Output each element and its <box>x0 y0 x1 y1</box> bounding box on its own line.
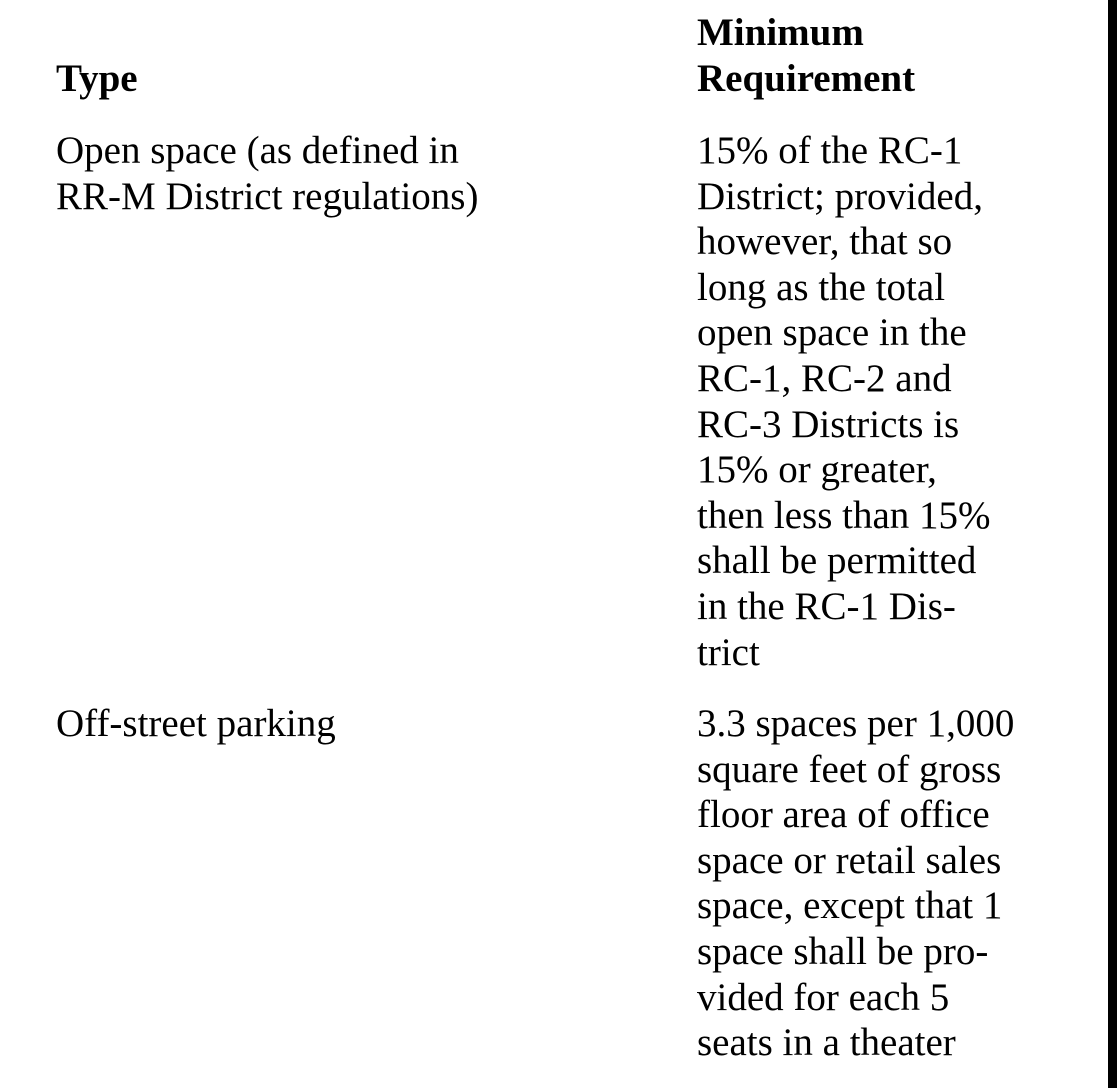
type-text-line: Open space (as defined in <box>56 129 459 172</box>
requirement-text-line: 15% of the RC-1 <box>697 129 963 172</box>
requirement-text-line: 15% or greater, <box>697 448 937 492</box>
requirement-text-line: square feet of gross <box>697 747 1002 791</box>
requirement-text-line: space, except that 1 <box>697 884 1003 928</box>
requirement-text-line: District; provided, <box>697 174 983 218</box>
type-text-line: Off-street parking <box>56 702 336 745</box>
row-off-street-parking-requirement <box>697 701 1014 1066</box>
requirement-text-line: in the RC-1 Dis- <box>697 584 956 628</box>
row-open-space-requirement <box>697 128 991 675</box>
header-requirement-line: Minimum <box>697 11 864 54</box>
requirement-text-line: however, that so <box>697 220 953 264</box>
type-text-line: RR-M District regulations) <box>56 174 479 218</box>
requirement-text-line: vided for each 5 <box>697 975 950 1019</box>
requirement-text-line: seats in a theater <box>697 1021 956 1065</box>
header-requirement-line: Requirement <box>697 56 916 100</box>
requirement-text-line: space or retail sales <box>697 838 1002 882</box>
requirement-text-line: 3.3 spaces per 1,000 <box>697 702 1015 745</box>
header-minimum-requirement <box>697 10 915 101</box>
row-open-space-type <box>56 128 478 219</box>
requirement-text-line: shall be permitted <box>697 539 977 583</box>
requirement-text-line: floor area of office <box>697 793 990 837</box>
requirement-text-line: open space in the <box>697 311 967 355</box>
row-off-street-parking-type <box>56 701 336 747</box>
requirement-text-line: then less than 15% <box>697 493 991 537</box>
requirement-text-line: long as the total <box>697 265 946 309</box>
right-border-rule <box>1108 0 1117 1088</box>
requirement-text-line: trict <box>697 630 760 674</box>
header-type-label: Type <box>56 57 138 100</box>
requirement-text-line: RC-1, RC-2 and <box>697 356 952 400</box>
requirement-text-line: RC-3 Districts is <box>697 402 960 446</box>
header-type <box>56 56 138 102</box>
requirement-text-line: space shall be pro- <box>697 929 989 973</box>
